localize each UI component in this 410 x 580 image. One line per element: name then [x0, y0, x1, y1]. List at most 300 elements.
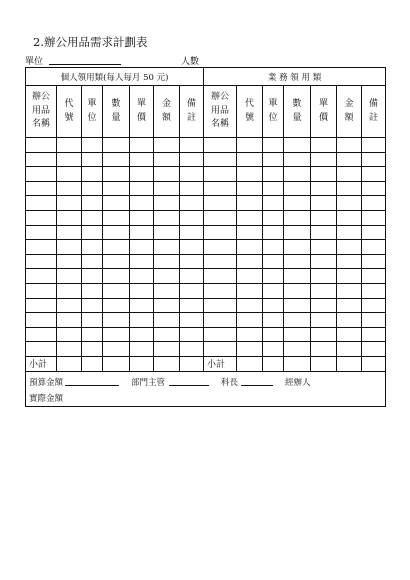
table-cell[interactable] — [26, 283, 57, 298]
table-cell[interactable] — [103, 196, 130, 211]
table-cell[interactable] — [204, 313, 237, 328]
table-cell[interactable] — [263, 138, 284, 153]
col-header-line: 金 — [161, 98, 171, 109]
table-cell[interactable] — [180, 342, 204, 357]
table-cell[interactable] — [26, 167, 57, 182]
table-cell[interactable] — [237, 313, 263, 328]
table-cell[interactable] — [26, 313, 57, 328]
table-cell[interactable] — [237, 167, 263, 182]
table-cell[interactable] — [362, 181, 386, 196]
subtotal-row — [26, 356, 386, 371]
table-cell[interactable] — [82, 269, 103, 284]
col-header-line: 價 — [319, 112, 329, 123]
subtotal-cell[interactable] — [57, 356, 82, 371]
table-cell[interactable] — [311, 327, 337, 342]
subtotal-label-business: 小計 — [204, 356, 237, 371]
col-header-personal-amount — [154, 86, 180, 138]
table-cell[interactable] — [103, 313, 130, 328]
table-cell[interactable] — [57, 240, 82, 255]
table-cell[interactable] — [284, 298, 311, 313]
table-cell[interactable] — [57, 210, 82, 225]
table-cell[interactable] — [154, 138, 180, 153]
table-cell[interactable] — [311, 313, 337, 328]
table-cell[interactable] — [180, 283, 204, 298]
table-cell[interactable] — [130, 138, 154, 153]
table-cell[interactable] — [103, 152, 130, 167]
table-cell[interactable] — [284, 152, 311, 167]
col-header-line: 註 — [187, 112, 197, 123]
subtotal-cell[interactable] — [154, 356, 180, 371]
table-cell[interactable] — [284, 240, 311, 255]
unit-blank-field[interactable] — [49, 64, 121, 65]
table-cell[interactable] — [154, 254, 180, 269]
table-row — [26, 210, 386, 225]
col-header-line: 單 — [268, 98, 278, 109]
col-header-personal-remarks — [180, 86, 204, 138]
table-cell[interactable] — [103, 181, 130, 196]
col-header-line: 單 — [319, 98, 329, 109]
table-cell[interactable] — [180, 225, 204, 240]
table-cell[interactable] — [263, 298, 284, 313]
table-cell[interactable] — [204, 298, 237, 313]
table-cell[interactable] — [337, 196, 362, 211]
table-cell[interactable] — [82, 254, 103, 269]
table-cell[interactable] — [130, 225, 154, 240]
table-cell[interactable] — [57, 342, 82, 357]
col-header-line: 單 — [136, 98, 146, 109]
table-cell[interactable] — [180, 138, 204, 153]
table-cell[interactable] — [130, 167, 154, 182]
table-cell[interactable] — [103, 167, 130, 182]
table-cell[interactable] — [263, 225, 284, 240]
table-cell[interactable] — [180, 298, 204, 313]
table-cell[interactable] — [26, 342, 57, 357]
table-cell[interactable] — [204, 138, 237, 153]
table-cell[interactable] — [263, 327, 284, 342]
table-cell[interactable] — [130, 210, 154, 225]
table-cell[interactable] — [154, 298, 180, 313]
table-cell[interactable] — [26, 181, 57, 196]
unit-line — [25, 54, 385, 68]
table-cell[interactable] — [26, 254, 57, 269]
table-cell[interactable] — [180, 167, 204, 182]
col-header-line: 金 — [344, 98, 354, 109]
subtotal-cell[interactable] — [362, 356, 386, 371]
table-cell[interactable] — [180, 313, 204, 328]
table-cell[interactable] — [204, 327, 237, 342]
table-cell[interactable] — [337, 313, 362, 328]
table-cell[interactable] — [311, 167, 337, 182]
table-cell[interactable] — [57, 196, 82, 211]
table-cell[interactable] — [103, 298, 130, 313]
table-cell[interactable] — [263, 283, 284, 298]
table-cell[interactable] — [82, 196, 103, 211]
subtotal-cell[interactable] — [337, 356, 362, 371]
col-header-personal-item-name — [26, 86, 57, 138]
table-row — [26, 269, 386, 284]
table-cell[interactable] — [337, 327, 362, 342]
table-cell[interactable] — [237, 269, 263, 284]
table-cell[interactable] — [263, 167, 284, 182]
col-header-line: 單 — [87, 98, 97, 109]
table-cell[interactable] — [26, 196, 57, 211]
col-header-business-item-name — [204, 86, 237, 138]
table-cell[interactable] — [237, 138, 263, 153]
table-row — [26, 196, 386, 211]
table-cell[interactable] — [263, 181, 284, 196]
table-cell[interactable] — [337, 138, 362, 153]
table-cell[interactable] — [284, 283, 311, 298]
col-header-line: 備 — [187, 98, 197, 109]
subtotal-cell[interactable] — [82, 356, 103, 371]
table-cell[interactable] — [337, 240, 362, 255]
table-cell[interactable] — [57, 313, 82, 328]
table-cell[interactable] — [103, 254, 130, 269]
table-cell[interactable] — [237, 210, 263, 225]
table-cell[interactable] — [26, 327, 57, 342]
table-row — [26, 342, 386, 357]
table-row — [26, 167, 386, 182]
table-cell[interactable] — [284, 138, 311, 153]
table-cell[interactable] — [263, 269, 284, 284]
table-cell[interactable] — [57, 269, 82, 284]
table-cell[interactable] — [130, 298, 154, 313]
subtotal-cell[interactable] — [284, 356, 311, 371]
table-cell[interactable] — [237, 283, 263, 298]
table-cell[interactable] — [311, 196, 337, 211]
col-header-line: 額 — [344, 112, 354, 123]
table-cell[interactable] — [362, 210, 386, 225]
table-cell[interactable] — [82, 283, 103, 298]
table-cell[interactable] — [180, 196, 204, 211]
subtotal-label-personal: 小計 — [26, 356, 57, 371]
table-cell[interactable] — [263, 342, 284, 357]
table-cell[interactable] — [180, 254, 204, 269]
table-cell[interactable] — [362, 138, 386, 153]
table-cell[interactable] — [130, 254, 154, 269]
table-cell[interactable] — [57, 138, 82, 153]
table-cell[interactable] — [26, 152, 57, 167]
col-header-business-unit — [263, 86, 284, 138]
table-cell[interactable] — [82, 342, 103, 357]
budget-amount-label: 預算金額 — [29, 377, 64, 388]
table-cell[interactable] — [311, 240, 337, 255]
table-cell[interactable] — [204, 152, 237, 167]
table-cell[interactable] — [263, 210, 284, 225]
table-cell[interactable] — [284, 254, 311, 269]
table-cell[interactable] — [57, 254, 82, 269]
table-cell[interactable] — [57, 181, 82, 196]
table-row — [26, 181, 386, 196]
subtotal-cell[interactable] — [263, 356, 284, 371]
table-cell[interactable] — [154, 327, 180, 342]
subtotal-cell[interactable] — [130, 356, 154, 371]
table-cell[interactable] — [362, 342, 386, 357]
table-cell[interactable] — [284, 313, 311, 328]
table-cell[interactable] — [26, 269, 57, 284]
table-cell[interactable] — [311, 269, 337, 284]
table-cell[interactable] — [57, 298, 82, 313]
table-cell[interactable] — [237, 342, 263, 357]
table-row — [26, 152, 386, 167]
table-cell[interactable] — [154, 283, 180, 298]
table-cell[interactable] — [263, 152, 284, 167]
budget-amount-blank[interactable] — [65, 385, 119, 386]
col-header-line: 量 — [111, 112, 121, 123]
col-header-line: 位 — [87, 112, 97, 123]
table-cell[interactable] — [103, 240, 130, 255]
table-cell[interactable] — [130, 152, 154, 167]
table-row — [26, 138, 386, 153]
table-cell[interactable] — [311, 181, 337, 196]
table-cell[interactable] — [362, 240, 386, 255]
table-cell[interactable] — [82, 167, 103, 182]
table-cell[interactable] — [204, 342, 237, 357]
table-row — [26, 283, 386, 298]
table-cell[interactable] — [180, 269, 204, 284]
section-business: 業 務 領 用 類 — [204, 68, 386, 86]
section-chief-blank[interactable] — [241, 385, 273, 386]
table-cell[interactable] — [180, 181, 204, 196]
col-header-line: 名稱 — [31, 119, 50, 130]
table-cell[interactable] — [26, 240, 57, 255]
col-header-personal-unit-price — [130, 86, 154, 138]
table-cell[interactable] — [362, 152, 386, 167]
table-cell[interactable] — [237, 181, 263, 196]
table-cell[interactable] — [26, 298, 57, 313]
table-cell[interactable] — [57, 283, 82, 298]
table-cell[interactable] — [103, 225, 130, 240]
table-row — [26, 298, 386, 313]
table-cell[interactable] — [311, 283, 337, 298]
table-cell[interactable] — [337, 210, 362, 225]
table-cell[interactable] — [337, 269, 362, 284]
col-header-line: 用品 — [211, 105, 230, 116]
table-row — [26, 254, 386, 269]
table-cell[interactable] — [362, 269, 386, 284]
col-header-business-unit-price — [311, 86, 337, 138]
table-cell[interactable] — [311, 225, 337, 240]
handler-label: 經辦人 — [285, 377, 311, 388]
table-cell[interactable] — [362, 283, 386, 298]
section-chief-label: 科長 — [221, 377, 239, 388]
table-cell[interactable] — [337, 152, 362, 167]
col-header-line: 量 — [292, 112, 302, 123]
col-header-line: 用品 — [31, 105, 50, 116]
table-cell[interactable] — [82, 313, 103, 328]
dept-head-blank[interactable] — [169, 385, 209, 386]
table-cell[interactable] — [362, 196, 386, 211]
col-header-line: 額 — [161, 112, 171, 123]
table-cell[interactable] — [284, 181, 311, 196]
table-cell[interactable] — [337, 167, 362, 182]
footer-row — [26, 371, 386, 406]
table-cell[interactable] — [130, 313, 154, 328]
table-cell[interactable] — [26, 138, 57, 153]
table-cell[interactable] — [362, 225, 386, 240]
table-cell[interactable] — [311, 254, 337, 269]
table-cell[interactable] — [130, 196, 154, 211]
table-cell[interactable] — [103, 210, 130, 225]
table-row — [26, 327, 386, 342]
table-cell[interactable] — [82, 210, 103, 225]
col-header-line: 數 — [292, 98, 302, 109]
headcount-label: 人數 — [181, 57, 200, 67]
footer-signature-line — [29, 373, 382, 389]
table-cell[interactable] — [103, 327, 130, 342]
table-cell[interactable] — [103, 269, 130, 284]
subtotal-cell[interactable] — [103, 356, 130, 371]
subtotal-cell[interactable] — [311, 356, 337, 371]
table-cell[interactable] — [311, 298, 337, 313]
table-cell[interactable] — [26, 225, 57, 240]
col-header-line: 代 — [245, 98, 255, 109]
table-cell[interactable] — [337, 254, 362, 269]
table-cell[interactable] — [263, 254, 284, 269]
table-cell[interactable] — [57, 327, 82, 342]
table-cell[interactable] — [154, 181, 180, 196]
table-cell[interactable] — [82, 225, 103, 240]
dept-head-label: 部門主管 — [131, 377, 166, 388]
page-title: 2.辦公用品需求計劃表 — [33, 35, 148, 49]
table-cell[interactable] — [57, 152, 82, 167]
col-header-line: 辦公 — [31, 91, 50, 102]
table-cell[interactable] — [284, 225, 311, 240]
column-header-row — [26, 86, 386, 138]
table-cell[interactable] — [180, 240, 204, 255]
col-header-line: 號 — [245, 112, 255, 123]
table-cell[interactable] — [154, 240, 180, 255]
subtotal-cell[interactable] — [237, 356, 263, 371]
table-cell[interactable] — [82, 240, 103, 255]
table-cell[interactable] — [263, 240, 284, 255]
table-cell[interactable] — [130, 269, 154, 284]
table-cell[interactable] — [362, 327, 386, 342]
col-header-line: 代 — [64, 98, 74, 109]
table-cell[interactable] — [154, 196, 180, 211]
table-cell[interactable] — [154, 210, 180, 225]
table-cell[interactable] — [82, 152, 103, 167]
table-cell[interactable] — [180, 327, 204, 342]
table-cell[interactable] — [82, 181, 103, 196]
col-header-line: 名稱 — [211, 119, 230, 130]
table-cell[interactable] — [337, 181, 362, 196]
table-cell[interactable] — [130, 240, 154, 255]
table-cell[interactable] — [103, 283, 130, 298]
table-cell[interactable] — [130, 327, 154, 342]
table-cell[interactable] — [154, 313, 180, 328]
table-cell[interactable] — [337, 342, 362, 357]
table-cell[interactable] — [237, 254, 263, 269]
section-header-row — [26, 68, 386, 86]
col-header-line: 號 — [64, 112, 74, 123]
table-cell[interactable] — [204, 181, 237, 196]
col-header-line: 辦公 — [211, 91, 230, 102]
col-header-business-remarks — [362, 86, 386, 138]
table-cell[interactable] — [130, 181, 154, 196]
table-cell[interactable] — [103, 342, 130, 357]
table-cell[interactable] — [263, 196, 284, 211]
table-cell[interactable] — [362, 167, 386, 182]
table-cell[interactable] — [337, 283, 362, 298]
table-cell[interactable] — [311, 210, 337, 225]
table-cell[interactable] — [237, 298, 263, 313]
table-cell[interactable] — [263, 313, 284, 328]
table-cell[interactable] — [82, 298, 103, 313]
table-cell[interactable] — [180, 152, 204, 167]
table-cell[interactable] — [103, 138, 130, 153]
table-cell[interactable] — [362, 254, 386, 269]
table-cell[interactable] — [82, 327, 103, 342]
table-cell[interactable] — [311, 138, 337, 153]
table-cell[interactable] — [204, 225, 237, 240]
table-cell[interactable] — [154, 152, 180, 167]
table-cell[interactable] — [204, 167, 237, 182]
table-cell[interactable] — [337, 225, 362, 240]
table-cell[interactable] — [204, 283, 237, 298]
table-cell[interactable] — [26, 210, 57, 225]
col-header-line: 數 — [111, 98, 121, 109]
table-cell[interactable] — [337, 298, 362, 313]
col-header-business-code — [237, 86, 263, 138]
table-cell[interactable] — [204, 254, 237, 269]
table-cell[interactable] — [237, 225, 263, 240]
subtotal-cell[interactable] — [180, 356, 204, 371]
table-cell[interactable] — [154, 167, 180, 182]
table-cell[interactable] — [180, 210, 204, 225]
table-cell[interactable] — [311, 152, 337, 167]
table-cell[interactable] — [362, 313, 386, 328]
table-cell[interactable] — [154, 225, 180, 240]
table-cell[interactable] — [154, 269, 180, 284]
col-header-business-quantity — [284, 86, 311, 138]
footer-cell — [26, 371, 386, 406]
col-header-business-amount — [337, 86, 362, 138]
table-cell[interactable] — [130, 342, 154, 357]
table-cell[interactable] — [284, 167, 311, 182]
table-cell[interactable] — [284, 342, 311, 357]
table-cell[interactable] — [204, 196, 237, 211]
table-cell[interactable] — [284, 269, 311, 284]
table-cell[interactable] — [204, 240, 237, 255]
table-cell[interactable] — [284, 210, 311, 225]
table-cell[interactable] — [284, 196, 311, 211]
table-row — [26, 240, 386, 255]
requirement-plan-table — [25, 67, 386, 407]
col-header-personal-quantity — [103, 86, 130, 138]
table-row — [26, 313, 386, 328]
table-cell[interactable] — [237, 327, 263, 342]
table-cell[interactable] — [57, 225, 82, 240]
section-personal: 個人領用類(每人每月 50 元) — [26, 68, 204, 86]
table-cell[interactable] — [82, 138, 103, 153]
table-cell[interactable] — [237, 152, 263, 167]
table-cell[interactable] — [237, 240, 263, 255]
table-cell[interactable] — [284, 327, 311, 342]
footer-actual-line — [29, 389, 382, 405]
table-cell[interactable] — [204, 210, 237, 225]
table-cell[interactable] — [362, 298, 386, 313]
table-cell[interactable] — [204, 269, 237, 284]
table-cell[interactable] — [130, 283, 154, 298]
col-header-personal-unit — [82, 86, 103, 138]
table-cell[interactable] — [154, 342, 180, 357]
unit-label: 單位 — [25, 57, 44, 67]
table-cell[interactable] — [57, 167, 82, 182]
table-cell[interactable] — [311, 342, 337, 357]
col-header-line: 價 — [136, 112, 146, 123]
table-cell[interactable] — [237, 196, 263, 211]
